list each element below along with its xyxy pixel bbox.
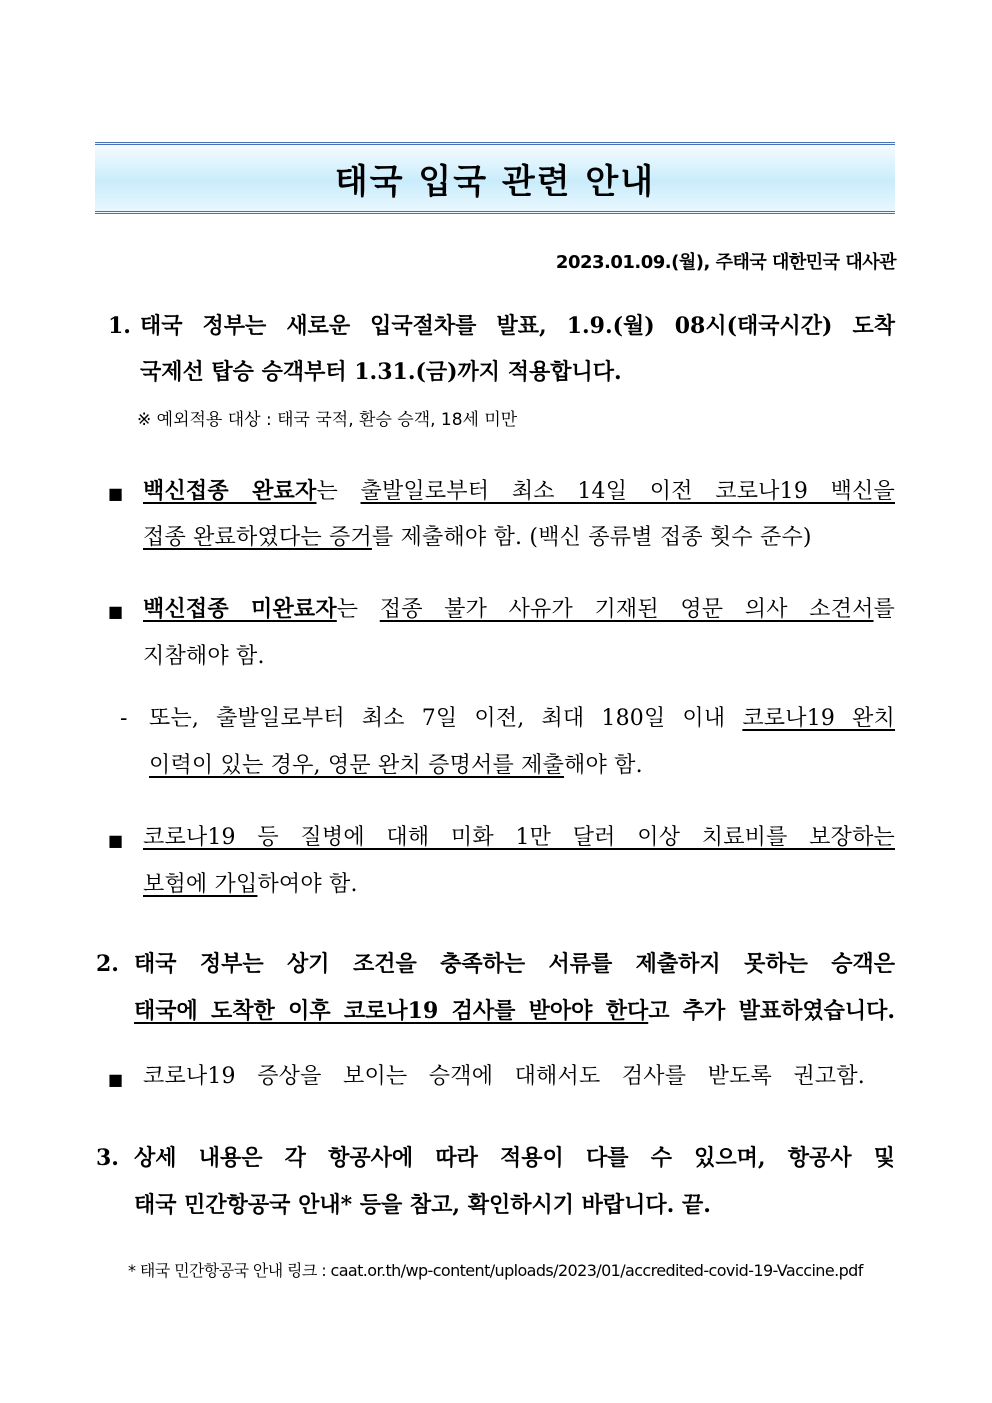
bullet2-line2: 지참해야 함. [143, 644, 265, 669]
section3-line2: 태국 민간항공국 안내* 등을 참고, 확인하시기 바랍니다. 끝. [134, 1192, 711, 1218]
bullet1-underline2: 접종 완료하였다는 증거 [143, 525, 372, 550]
bullet1-line2 [143, 513, 812, 563]
dash1-underline1: 코로나19 완치 [742, 706, 896, 731]
bullet3-underline1: 코로나19 등 질병에 대해 미화 1만 달러 이상 치료비를 보장하는 [143, 825, 895, 850]
bullet-icon: ■ [108, 1070, 124, 1089]
section2-line2 [134, 986, 895, 1036]
bullet4-line1 [143, 1052, 865, 1102]
dash1-line1 [149, 694, 895, 744]
date-line: 2023.01.09.(월), 주태국 대한민국 대사관 [555, 252, 896, 273]
section2-text: 고 추가 발표하였습니다. [648, 998, 895, 1024]
bullet1-bold: 백신접종 완료자 [143, 478, 317, 504]
bullet2-underline1: 접종 불가 사유가 기재된 영문 의사 소견서 [379, 597, 874, 622]
bullet2-line1 [143, 584, 895, 635]
bullet3-underline2: 보험에 가입 [143, 872, 258, 897]
title-banner [95, 142, 895, 214]
footnote: * 태국 민간항공국 안내 링크 : caat.or.th/wp-content/uploads/2023/01/accredited-covid-19-Vaccine.pdf [128, 1261, 863, 1280]
section1-line1 [140, 301, 895, 351]
exception-note: ※ 예외적용 대상 : 태국 국적, 환승 승객, 18세 미만 [137, 410, 518, 430]
section2-underline: 태국에 도착한 이후 코로나19 검사를 받아야 한다 [134, 998, 649, 1024]
dash1-text2: 해야 함. [564, 753, 643, 778]
bullet1-line1 [143, 466, 895, 517]
dash-icon: - [120, 706, 128, 731]
section1-line2: 국제선 탑승 승객부터 1.31.(금)까지 적용합니다. [140, 359, 622, 385]
bullet3-text2: 하여야 함. [257, 872, 358, 897]
bullet-icon: ■ [108, 484, 124, 503]
section2-line1-text: 태국 정부는 상기 조건을 충족하는 서류를 제출하지 못하는 승객은 [134, 951, 895, 977]
section2-number: 2. [96, 951, 119, 977]
bullet1-underline1: 출발일로부터 최소 14일 이전 코로나19 백신을 [360, 479, 895, 504]
bullet2-text2: 를 [873, 597, 895, 622]
bullet3-line2 [143, 860, 358, 910]
bullet1-text2: 를 제출해야 함. (백신 종류별 접종 횟수 준수) [371, 525, 812, 550]
bullet1-text1: 는 [316, 479, 361, 504]
section1-line1-text: 태국 정부는 새로운 입국절차를 발표, 1.9.(월) 08시(태국시간) 도착 [140, 313, 895, 339]
bullet3-line1 [143, 813, 895, 863]
bullet2-bold: 백신접종 미완료자 [143, 596, 337, 622]
dash1-line2 [149, 741, 643, 791]
section1-number: 1. [108, 313, 131, 339]
bullet2-text1: 는 [336, 597, 380, 622]
bullet-icon: ■ [108, 831, 124, 850]
dash1-text1: 또는, 출발일로부터 최소 7일 이전, 최대 180일 이내 [149, 706, 743, 731]
bullet-icon: ■ [108, 602, 124, 621]
page-title: 태국 입국 관련 안내 [334, 161, 656, 202]
section2-line1 [134, 939, 895, 989]
bullet4-text: 코로나19 증상을 보이는 승객에 대해서도 검사를 받도록 권고함. [143, 1064, 865, 1089]
dash1-underline2: 이력이 있는 경우, 영문 완치 증명서를 제출 [149, 753, 565, 778]
section3-number: 3. [96, 1145, 119, 1171]
section3-line1-text: 상세 내용은 각 항공사에 따라 적용이 다를 수 있으며, 항공사 및 [134, 1145, 895, 1171]
section3-line1 [134, 1133, 895, 1183]
